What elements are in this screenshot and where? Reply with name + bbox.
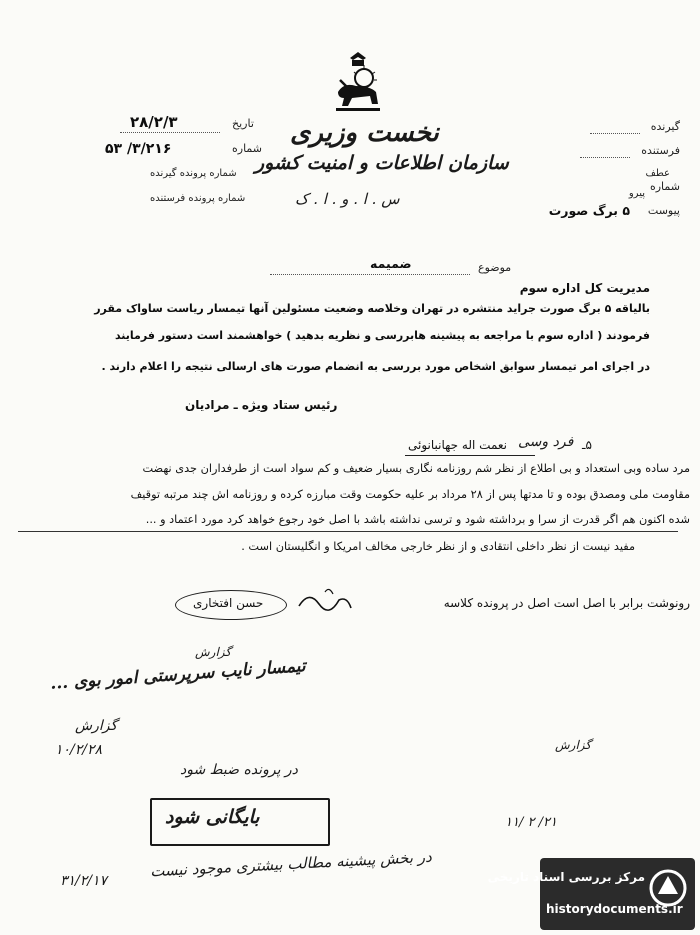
sender-file-label: شماره پرونده فرستنده bbox=[150, 193, 246, 204]
body-line-1: بالیاقه ۵ برگ صورت جراید منتشره در تهران وخلاصه وضعیت مسئولین آنها تیمسار ریاست ساواک مقرر bbox=[94, 302, 650, 315]
entry-name-underline bbox=[405, 455, 535, 456]
note-file-it: در پرونده ضبط شود bbox=[180, 762, 298, 778]
date-value: ۲۸/۲/۳ bbox=[130, 113, 178, 131]
note-report-small: گزارش bbox=[195, 645, 232, 659]
attachment-value: ۵ برگ صورت bbox=[548, 203, 630, 218]
archive-stamp-text: بایگانی شود bbox=[165, 806, 260, 828]
number-label: شماره bbox=[232, 142, 263, 155]
paragraph-underline bbox=[18, 531, 678, 532]
entry-paragraph-line-3: شده اکنون هم اگر قدرت از سرا و برداشته شود و ترسی نداشته باشد با اصل خود رجوع خواهد کرد مورد اعتماد و ... bbox=[145, 513, 690, 526]
note-right-initial: گزارش bbox=[555, 738, 592, 752]
ref-piro-label: پیرو bbox=[628, 188, 645, 199]
certifier-name: حسن افتخاری bbox=[193, 596, 264, 610]
body-line-2: فرمودند ( اداره سوم با مراجعه به پیشینه هابررسی و نظریه بدهید ) خواهشمند است دستور فرمایند bbox=[114, 329, 650, 342]
body-line-3: در اجرای امر تیمسار سوابق اشخاص مورد بررسی به انضمام صورت های ارسالی نتیجه را اعلام دارند . bbox=[101, 360, 650, 373]
entry-number: ۵ـ bbox=[582, 438, 592, 452]
archive-logo bbox=[487, 858, 695, 930]
organization-code: س . ا . و . ا . ک bbox=[295, 190, 400, 208]
date-line bbox=[120, 132, 220, 133]
entry-paragraph-line-1: مرد ساده وبی استعداد و بی اطلاع از نظر شم روزنامه نگاری بسیار ضعیف و کم سواد است از طرفداران جدی نهضت bbox=[142, 462, 690, 475]
subject-line bbox=[270, 274, 470, 275]
subject-label: موضوع bbox=[478, 261, 512, 274]
attachment-label: پیوست bbox=[647, 204, 680, 217]
archive-site: historydocuments.ir bbox=[546, 902, 683, 916]
ref-number-label: شماره bbox=[649, 180, 680, 193]
ministry-title: نخست وزیری bbox=[290, 118, 439, 148]
organization-title: سازمان اطلاعات و امنیت کشور bbox=[255, 152, 509, 174]
copy-certification: رونوشت برابر با اصل است اصل در پرونده کلاسه bbox=[443, 596, 690, 610]
lion-and-sun-emblem-icon bbox=[330, 52, 386, 114]
entry-paragraph-line-2: مقاومت ملی ومصدق بوده و تا مدتها پس از ۲۸ مرداد بر علیه حکومت وقت مبارزه کرده و روزنامه اش چند مرتبه توقیف bbox=[130, 488, 690, 501]
subject-value: ضمیمه bbox=[370, 256, 412, 271]
entry-name: نعمت اله جهانبانوئی bbox=[408, 438, 508, 452]
note-handwritten-1: تیمسار نایب سرپرستی امور بوی ... bbox=[49, 656, 307, 694]
note-handwritten-2: در بخش پیشینه مطالب بیشتری موجود نیست bbox=[149, 847, 433, 881]
number-value: ۵۳ /۳/۲۱۶ bbox=[105, 141, 172, 157]
sender-line bbox=[580, 157, 630, 158]
body-signature: رئیس ستاد ویژه ـ مرادیان bbox=[185, 398, 338, 412]
signature-scribble-icon bbox=[295, 586, 355, 620]
entry-label: فرد وسی bbox=[518, 434, 574, 450]
receiver-line bbox=[590, 133, 640, 134]
addressee: مدیریت کل اداره سوم bbox=[519, 281, 650, 295]
entry-paragraph-line-4: مفید نیست از نظر داخلی انتقادی و از نظر خارجی مخالف امریکا و انگلیستان است . bbox=[241, 540, 635, 553]
note-date-1: ۱۰/۲/۲۸ bbox=[55, 742, 103, 758]
note-initials: گزارش bbox=[75, 718, 118, 734]
receiver-file-label: شماره پرونده گیرنده bbox=[150, 168, 237, 179]
note-date-2: ۳۱/۲/۱۷ bbox=[60, 873, 108, 889]
sender-label: فرستنده bbox=[641, 144, 680, 157]
ref-atf-label: عطف bbox=[645, 168, 670, 179]
note-date-3: ۱۱/ ۲ /۲۱ bbox=[505, 815, 557, 830]
date-label: تاریخ bbox=[232, 117, 254, 130]
receiver-label: گیرنده bbox=[650, 120, 680, 133]
archive-org-name: مرکز بررسی اسناد تاریخی bbox=[487, 870, 645, 884]
